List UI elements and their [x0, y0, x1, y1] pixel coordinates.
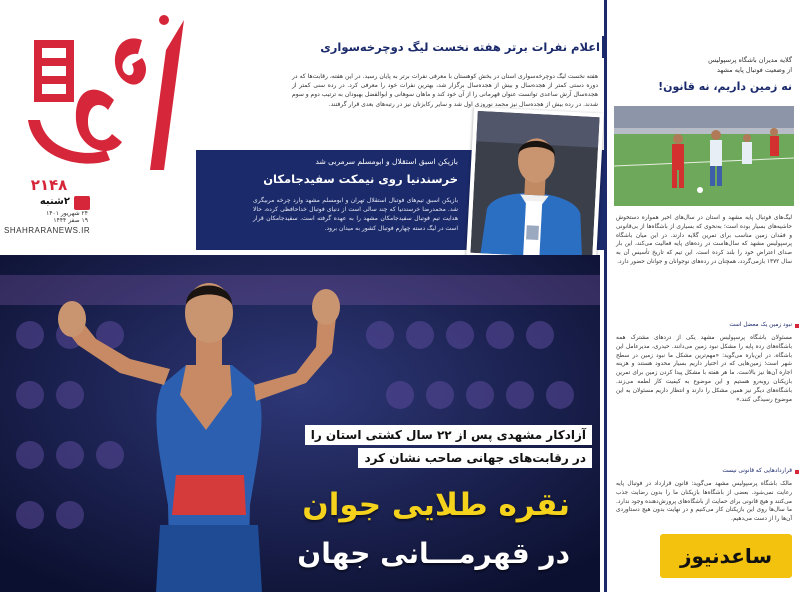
right-story-subhead1: نبود زمین یک معضل است [729, 322, 792, 328]
masthead [0, 0, 200, 250]
right-story-subhead2: قراردادهایی که قانونی نیست [722, 468, 792, 474]
site-url[interactable]: SHAHRARANEWS.IR [4, 226, 91, 235]
coach-photo [466, 107, 604, 264]
right-story-body2: مسئولان باشگاه پرسپولیس مشهد یکی از دردهای مشترک همه باشگاه‌های رده پایه را مشکل نبود زمین می‌دانند. حیدری، مدیرعامل این باشگاه، در این‌باره می‌گوید: «مهم‌ترین مشکل ما نبود زمین در سطح شهر است؛ زمین‌هایی که در اختیار داریم بسیار محدود هستند و هزینه اجاره آن‌ها نیز بالاست. ما هر هفته با مشکل پیدا کردن زمین برای تمرین بازیکنان روبه‌رو هستیم و این موضوع به کیفیت کار لطمه می‌زند. باشگاه‌های دیگر نیز همین مشکل را دارند و انتظار داریم مسئولان به این موضوع رسیدگی کنند.» [616, 335, 792, 403]
watermark-text: ساعدنیوز [679, 544, 773, 568]
newspaper-badge-icon [74, 196, 90, 210]
right-column-story [608, 0, 800, 592]
column-divider [604, 0, 607, 592]
band-story-body: بازیکن اسبق تیم‌های فوتبال استقلال تهران و ابومسلم مشهد وارد چرخه مربیگری شد. محمدرضا خرسندنیا که چند سالی است از دنیای فوتبال خداحافظی کرده، حالا هدایت تیم فوتبال سفیدجامکان مشهد را به عهده گرفته است. سفیدجامکان قرار است در لیگ دسته چهارم فوتبال کشور به میدان برود. [253, 197, 458, 232]
date-solar: ۲۴ شهریور ۱۴۰۱ [46, 210, 88, 217]
hero-story [0, 255, 600, 592]
hero-kicker-line2: در رقابت‌های جهانی صاحب نشان کرد [358, 448, 592, 468]
right-story-body1: لیگ‌های فوتبال پایه مشهد و استان در سال‌های اخیر همواره دستخوش حاشیه‌های بسیار بوده است؛ به‌نحوی که بسیاری از باشگاه‌ها از بی‌قانونی و فقدان زمین مناسب برای تمرین گلایه دارند. در این میان باشگاه پرسپولیس مشهد که سال‌هاست در رده‌های پایه فعالیت می‌کند، این بار صدای اعتراض خود را بلند کرده است. این تیم که تاریخ تأسیس آن به سال ۱۳۷۲ بازمی‌گردد، همچنان در رده‌های نوجوانان و جوانان حضور دارد. [616, 215, 792, 265]
band-story-headline[interactable]: خرسندنیا روی نیمکت سفیدجامکان [263, 172, 458, 186]
hero-title-line2[interactable]: در قهرمـــانی جهان [297, 537, 570, 570]
top-story-body: هفته نخست لیگ دوچرخه‌سواری استان در بخش کوهستان با معرفی نفرات برتر به پایان رسید. در این هفته، رقابت‌ها که در دوره دستی کمتر از هجده‌سال و بیش از هجده‌سال برگزار شد، بهترین نفرات خود را معرفی کرد. در رده سنی کمتر از هجده‌سال آرش ساعدی توانست عنوان قهرمانی را از آن خود کند و ماهان سوهانی و ابوالفضل بهبودان به ترتیب دوم و سوم شدند. در رده بیش از هجده‌سال نیز محمد نوروزی اول شد و سایر رکابزنان نیز در رتبه‌های بعدی قرار گرفتند. [292, 73, 598, 108]
date-box [6, 196, 92, 226]
newspaper-logo [14, 10, 194, 180]
football-photo [614, 106, 794, 206]
issue-number: ۲۱۴۸ [30, 176, 68, 194]
hero-kicker-line1: آزادکار مشهدی پس از ۲۲ سال کشتی استان را [305, 425, 592, 445]
right-story-body3: مالک باشگاه پرسپولیس مشهد می‌گوید: قانون قرارداد در فوتبال پایه رعایت نمی‌شود. بعضی از باشگاه‌ها بازیکنان ما را بدون رضایت جذب می‌کنند و هیچ قانونی برای حمایت از باشگاه‌های پرورش‌دهنده وجود ندارد. ما سال‌ها روی این بازیکنان کار می‌کنیم و در نهایت بدون هیچ دستاوردی آن‌ها را از دست می‌دهیم. [616, 481, 792, 523]
hero-title-line1[interactable]: نقره طلایی جوان [302, 487, 570, 523]
top-story-headline[interactable]: اعلام نفرات برتر هفته نخست لیگ دوچرخه‌سواری [320, 40, 600, 54]
watermark-logo [660, 534, 792, 578]
right-story-headline[interactable]: نه زمین داریم، نه قانون! [658, 80, 792, 93]
date-lunar: ۱۹ صفر ۱۴۴۴ [53, 217, 88, 224]
right-story-kicker2: از وضعیت فوتبال پایه مشهد [716, 66, 792, 74]
right-story-kicker1: گلایه مدیران باشگاه پرسپولیس [708, 56, 792, 64]
day-label: ۲شنبه [39, 196, 70, 207]
band-story-kicker: بازیکن اسبق استقلال و ابومسلم سرمربی شد [315, 157, 458, 166]
